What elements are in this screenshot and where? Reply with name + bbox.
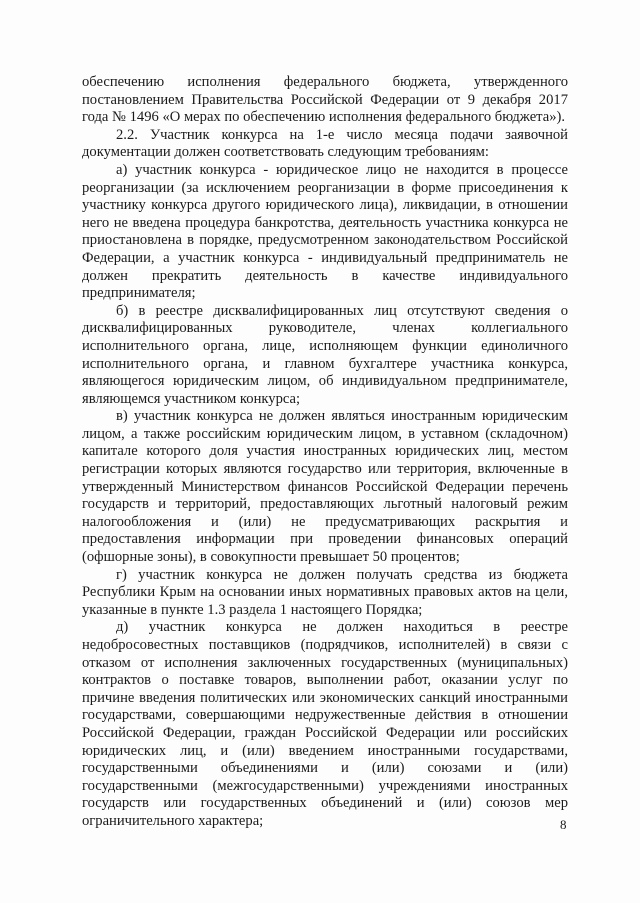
paragraph-v: в) участник конкурса не должен являться иностранным юридическим лицом, а также российским юридическим лицом, в уставном (складочном) капитале которого доля участия иностранных юридических лиц, местом регистрации которых являются государство или территория, включенные в утвержденный Министерством финансов Российской Федерации перечень государств и территорий, предоставляющих льготный налоговый режим налогообложения и (или) не предусматривающих раскрытия и предоставления информации при проведении финансовых операций (офшорные зоны), в совокупности превышает 50 процентов; [82, 408, 568, 566]
paragraph-a: а) участник конкурса - юридическое лицо не находится в процессе реорганизации (за исключением реорганизации в форме присоединения к участнику конкурса другого юридического лица), ликвидации, в отношении него не введена процедура банкротства, деятельность участника конкурса не приостановлена в порядке, предусмотренном законодательством Российской Федерации, а участник конкурса - индивидуальный предприниматель не должен прекратить деятельность в качестве индивидуального предпринимателя; [82, 161, 568, 302]
paragraph-continuation: обеспечению исполнения федерального бюджета, утвержденного постановлением Правительства Российской Федерации от 9 декабря 2017 года № 1496 «О мерах по обеспечению исполнения федерального бюджета»). [82, 74, 568, 126]
paragraph-2-2: 2.2. Участник конкурса на 1-е число месяца подачи заявочной документации должен соответствовать следующим требованиям: [82, 126, 568, 161]
paragraph-b: б) в реестре дисквалифицированных лиц отсутствуют сведения о дисквалифицированных руководителе, членах коллегиального исполнительного органа, лице, исполняющем функции единоличного исполнительного органа, и главном бухгалтере участника конкурса, являющегося юридическим лицом, об индивидуальном предпринимателе, являющемся участником конкурса; [82, 302, 568, 407]
document-body [82, 74, 568, 831]
page-number: 8 [560, 817, 567, 832]
paragraph-d: д) участник конкурса не должен находиться в реестре недобросовестных поставщиков (подрядчиков, исполнителей) в связи с отказом от исполнения заключенных государственных (муниципальных) контрактов о поставке товаров, выполнении работ, оказании услуг по причине введения политических или экономических санкций иностранными государствами, совершающими недружественные действия в отношении Российской Федерации, граждан Российской Федерации или российских юридических лиц, и (или) введением иностранными государствами, государственными объединениями и (или) союзами и (или) государственными (межгосударственными) учреждениями иностранных государств или государственных объединений и (или) союзов мер ограничительного характера; [82, 619, 568, 829]
paragraph-g: г) участник конкурса не должен получать средства из бюджета Республики Крым на основании иных нормативных правовых актов на цели, указанные в пункте 1.3 раздела 1 настоящего Порядка; [82, 566, 568, 618]
